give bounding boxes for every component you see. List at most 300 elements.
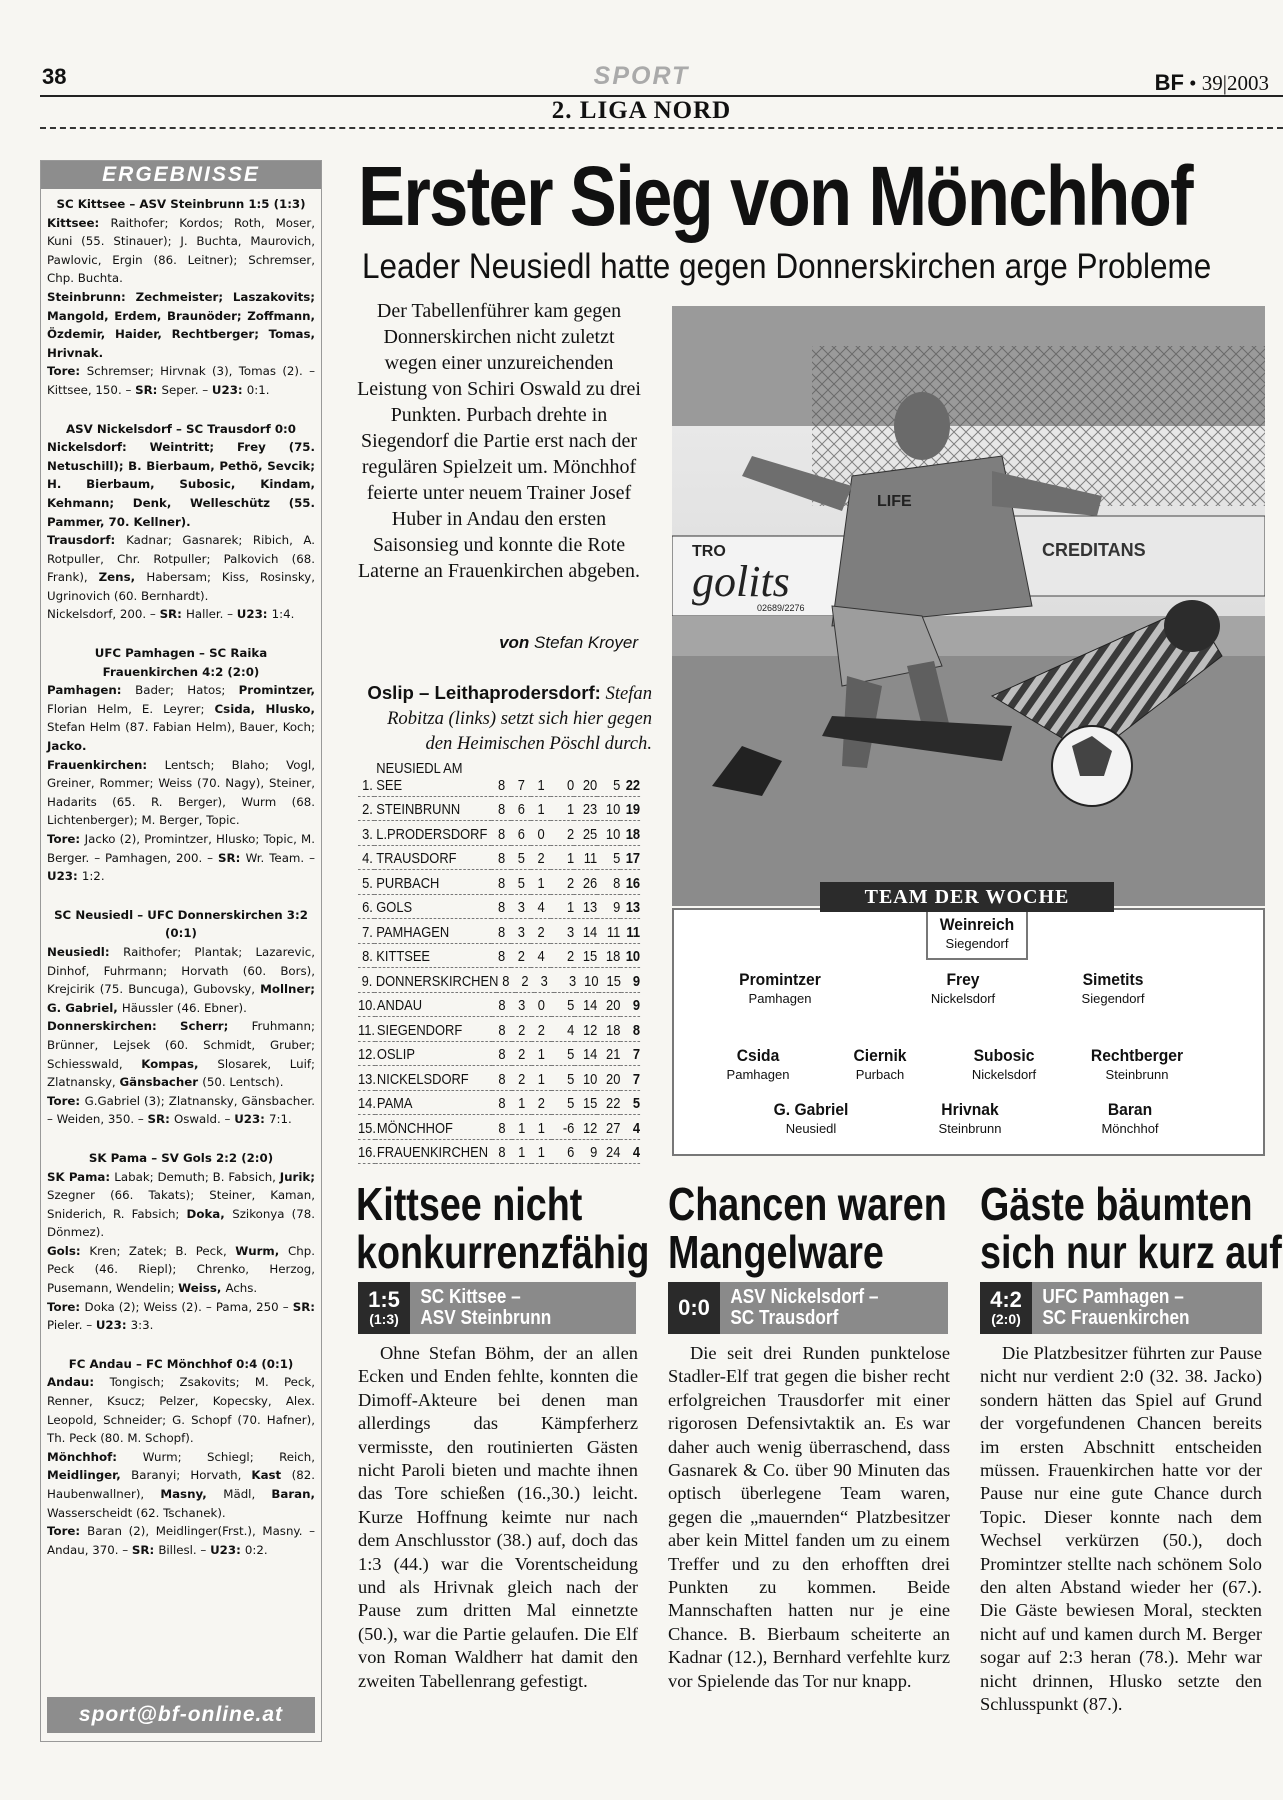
team-of-week-title: TEAM DER WOCHE — [820, 882, 1114, 912]
standings-w: 7 — [511, 777, 531, 797]
player-card — [1050, 1100, 1210, 1137]
result-text: U23: — [236, 607, 272, 622]
standings-team: L.PRODERSDORF — [375, 826, 492, 846]
standings-gf: 26 — [574, 875, 597, 895]
standings-g: 8 — [492, 1095, 512, 1115]
result-text: 3:3. — [130, 1318, 154, 1333]
caption-match: Oslip – Leithaprodersdorf: — [367, 682, 601, 703]
result-line — [47, 1017, 315, 1091]
result-text: Pamhagen: — [47, 683, 136, 698]
standings-rank: 13. — [358, 1071, 375, 1091]
away-team: ASV Steinbrunn — [420, 1307, 552, 1329]
result-text: Wurm, — [235, 1243, 289, 1258]
result-text: Jacko. — [47, 739, 87, 754]
away-team: SC Frauenkirchen — [1042, 1307, 1190, 1329]
player-name: Rechtberger — [1090, 1046, 1184, 1065]
result-text: G.Gabriel (3); Zlatnansky, Gänsbacher. – Weiden, 350. – — [47, 1093, 316, 1127]
result-text: Achs. — [225, 1281, 258, 1296]
standings-pts: 18 — [620, 826, 640, 846]
match-photo-illustration — [672, 306, 1265, 906]
home-team: SC Kittsee – — [420, 1286, 521, 1308]
standings-w: 2 — [511, 948, 531, 968]
result-text: 0:1. — [246, 382, 270, 397]
result-entry — [47, 195, 315, 400]
player-card — [897, 915, 1057, 952]
standings-gf: 14 — [574, 1046, 597, 1066]
story-headline-line: Gäste bäumten — [980, 1178, 1253, 1230]
player-club: Purbach — [855, 1067, 905, 1082]
results-list — [41, 189, 321, 1559]
result-text: Stefan Helm (87. Fabian Helm), Bauer, Koch; — [47, 720, 315, 735]
standings-team: FRAUENKIRCHEN — [375, 1144, 492, 1164]
standings-pts: 16 — [620, 875, 640, 895]
standings-rank: 2. — [358, 801, 375, 821]
score-bar — [980, 1282, 1262, 1334]
byline-prefix: von — [499, 633, 530, 652]
story-headline-line: Kittsee nicht — [356, 1178, 583, 1230]
result-text: Steinbrunn: Zechmeister; Laszakovits; Mangold, Erdem, Braunöder; Zoffmann, Özdemir, Haider, Rechtberger; Tomas, Hrivnak. — [47, 289, 315, 360]
result-text: Jacko (2), Promintzer, Hlusko; Topic, M. Berger. – Pamhagen, 200. – — [47, 832, 315, 865]
result-title: ASV Nickelsdorf – SC Trausdorf 0:0 — [66, 421, 296, 436]
standings-pts: 7 — [620, 1046, 640, 1066]
story-body — [668, 1342, 950, 1693]
result-text: Mönchhof: — [47, 1449, 143, 1464]
standings-team: PAMA — [375, 1095, 492, 1115]
result-line — [47, 1373, 315, 1447]
standings-l: 6 — [551, 1144, 574, 1164]
standings-l: 2 — [551, 875, 574, 895]
standings-pts: 22 — [620, 777, 640, 797]
standings-team: OSLIP — [375, 1046, 492, 1066]
result-title: FC Andau – FC Mönchhof 0:4 (0:1) — [68, 1356, 294, 1371]
standings-pts: 10 — [620, 948, 640, 968]
result-text: Häussler (46. Ebner). — [121, 1000, 247, 1015]
standings-g: 8 — [492, 1144, 512, 1164]
score-box — [668, 1282, 720, 1334]
standings-l: -6 — [551, 1120, 574, 1140]
standings-d: 4 — [531, 948, 551, 968]
result-text: Lentsch; Blaho; Vogl, Greiner, Rommer; Weiss (70. Nagy), Steiner, Hadarits (65. R. Berger), Wurm (68. Lichtenberger); M. Berger, Topic. — [47, 757, 316, 828]
standings-ga: 20 — [597, 997, 620, 1017]
result-text: SR: — [218, 850, 246, 865]
standings-d: 3 — [535, 973, 554, 993]
standings-team: NICKELSDORF — [375, 1071, 492, 1091]
result-text: SR: — [147, 1112, 174, 1127]
standings-g: 8 — [492, 850, 512, 870]
result-text: U23: — [95, 1318, 131, 1333]
story-headline-line: konkurrenzfähig — [356, 1226, 650, 1278]
player-club: Siegendorf — [1081, 991, 1145, 1006]
standings-g: 8 — [492, 997, 512, 1017]
byline-author: Stefan Kroyer — [534, 633, 638, 652]
result-entry — [47, 420, 315, 625]
result-line — [47, 362, 315, 399]
player-card — [700, 970, 860, 1007]
player-name: Csida — [736, 1046, 780, 1065]
sponsor-text: CREDITANS — [1042, 540, 1146, 560]
standings-d: 2 — [531, 850, 551, 870]
result-line — [47, 681, 315, 755]
standings-w: 1 — [512, 1120, 532, 1140]
result-text: Jurik; — [279, 1169, 315, 1184]
result-text: U23: — [234, 1112, 270, 1127]
standings-gf: 12 — [574, 1120, 597, 1140]
standings-row — [358, 919, 640, 944]
score-bar — [668, 1282, 948, 1334]
result-text: Kast — [251, 1468, 292, 1483]
result-text: Pieler. – — [47, 1318, 96, 1333]
result-text: Oswald. – — [173, 1112, 235, 1127]
result-text: Andau: — [47, 1375, 110, 1390]
result-text: Kittsee: — [47, 215, 111, 230]
result-line — [47, 438, 315, 531]
caption-text: Stefan Robitza (links) setzt sich hier gegen den Heimischen Pöschl durch. — [387, 683, 652, 754]
halftime-score: (1:3) — [369, 1311, 399, 1327]
standings-team: GOLS — [375, 899, 492, 919]
result-line — [47, 1242, 315, 1298]
standings-l: 1 — [551, 899, 574, 919]
result-text: SK Pama: — [47, 1169, 115, 1184]
standings-d: 1 — [531, 875, 551, 895]
standings-g: 8 — [496, 973, 515, 993]
banner-text: golits — [692, 557, 790, 606]
standings-rank: 11. — [358, 1022, 375, 1042]
result-entry — [47, 906, 315, 1129]
results-sidebar — [40, 160, 322, 1742]
result-text: Florian Helm, E. Leyrer; — [47, 701, 215, 716]
standings-row — [358, 759, 641, 797]
standings-ga: 9 — [597, 899, 620, 919]
standings-d: 0 — [532, 997, 552, 1017]
result-text: Promintzer, — [238, 683, 315, 698]
standings-ga: 22 — [597, 1095, 620, 1115]
result-text: Gänsbacher — [119, 1075, 203, 1090]
shirt-text: LIFE — [877, 493, 912, 510]
story-body — [980, 1342, 1262, 1717]
standings-l: 3 — [554, 973, 576, 993]
standings-g: 8 — [492, 899, 512, 919]
player-club: Pamhagen — [748, 991, 812, 1006]
standings-rank: 9. — [358, 973, 374, 993]
player-club: Pamhagen — [726, 1067, 790, 1082]
match-photo — [672, 306, 1265, 906]
result-text: SR: — [159, 607, 186, 622]
result-text: Haller. – — [185, 607, 237, 622]
result-text: Slosarek, Luif; Zlatnansky, — [47, 1056, 315, 1090]
standings-pts: 4 — [620, 1144, 640, 1164]
standings-pts: 9 — [620, 997, 640, 1017]
standings-pts: 11 — [620, 924, 640, 944]
standings-d: 1 — [532, 1046, 552, 1066]
standings-row — [358, 1091, 640, 1116]
result-entry — [47, 1149, 315, 1335]
result-text: Kadnar; Gasnarek; Ribich, A. Rotpuller, Chr. Rotpuller; Palkovich (68. Frank), — [47, 533, 315, 585]
standings-row — [358, 1066, 640, 1091]
story-headline — [356, 1180, 649, 1276]
result-text: Doka, — [186, 1206, 233, 1221]
standings-row — [358, 797, 640, 822]
standings-ga: 8 — [597, 875, 620, 895]
halftime-score: (2:0) — [991, 1311, 1021, 1327]
result-text: Bader; Hatos; — [135, 683, 239, 698]
result-text: Kren; Zatek; B. Peck, — [89, 1243, 236, 1258]
result-line — [47, 943, 315, 1017]
standings-gf: 9 — [574, 1144, 597, 1164]
standings-row — [358, 846, 640, 871]
standings-gf: 15 — [574, 948, 597, 968]
result-text: Nickelsdorf, 200. – — [47, 607, 160, 622]
standings-d: 1 — [531, 777, 551, 797]
standings-g: 8 — [492, 1022, 512, 1042]
standings-gf: 14 — [574, 997, 597, 1017]
issue-info — [1155, 70, 1269, 96]
standings-rank: 5. — [358, 875, 375, 895]
result-title: UFC Pamhagen – SC Raika Frauenkirchen 4:2 (2:0) — [94, 646, 268, 679]
result-text: Tongisch; Zsakovits; M. Peck, Renner, Ksucz; Pelzer, Kopecsky, Alex. Leopold, Schneider; G. Schopf (70. Hafner), Th. Peck (80. M. Schopf). — [47, 1375, 315, 1446]
player-name: Frey — [946, 970, 980, 989]
result-line — [47, 1522, 315, 1559]
story-headline-line: Mangelware — [668, 1226, 884, 1278]
result-text: Nickelsdorf: Weintritt; Frey (75. Netuschill); B. Bierbaum, Pethö, Sevcik; H. Bierbaum, Subosic, Kindam, Kehmann; Denk, Welleschütz (55. Pammer, 70. Kellner). — [47, 440, 315, 529]
standings-rank: 16. — [358, 1144, 375, 1164]
page-number: 38 — [42, 64, 67, 89]
standings-d: 2 — [532, 1022, 552, 1042]
player-club: Nickelsdorf — [930, 991, 996, 1006]
result-text: Tore: — [47, 1524, 88, 1539]
standings-gf: 10 — [574, 1071, 597, 1091]
standings-w: 6 — [511, 801, 531, 821]
result-text: Masny, — [160, 1487, 224, 1501]
standings-gf: 14 — [574, 924, 597, 944]
standings-l: 1 — [551, 850, 574, 870]
final-score: 1:5 — [368, 1287, 400, 1312]
result-line — [47, 288, 315, 362]
standings-ga: 10 — [597, 826, 620, 846]
score-teams — [1032, 1282, 1190, 1334]
result-text: Weiss, — [178, 1281, 226, 1296]
result-text: Csida, Hlusko, — [214, 701, 315, 716]
standings-rank: 7. — [358, 924, 375, 944]
lead-paragraph: Der Tabellenführer kam gegen Donnerskirchen nicht zuletzt wegen einer unzureichenden Leistung von Schiri Oswald zu drei Punkten. Purbach drehte in Siegendorf die Partie erst nach der regulären Spielzeit um. Mönchhof feierte unter neuem Trainer Josef Huber in Andau den ersten Saisonsieg und konnte die Rote Laterne an Frauenkirchen abgeben. — [357, 300, 641, 582]
standings-gf: 25 — [574, 826, 597, 846]
player-name: Subosic — [973, 1046, 1035, 1065]
standings-d: 1 — [531, 801, 551, 821]
standings-d: 1 — [532, 1120, 552, 1140]
standings-l: 1 — [551, 801, 574, 821]
result-text: Schremser; Hirvnak (3), Tomas (2). – Kittsee, 150. – — [47, 364, 315, 397]
standings-rank: 6. — [358, 899, 375, 919]
standings-row — [358, 1140, 640, 1165]
standings-g: 8 — [492, 924, 512, 944]
player-card — [731, 1100, 891, 1137]
result-text: 1:4. — [271, 607, 295, 622]
standings-team: TRAUSDORF — [375, 850, 492, 870]
standings-ga: 5 — [597, 850, 620, 870]
standings-l: 4 — [551, 1022, 574, 1042]
result-line — [47, 1298, 315, 1335]
result-text: Trausdorf: — [47, 533, 127, 548]
result-text: Gols: — [47, 1243, 90, 1258]
player-name: Weinreich — [939, 915, 1015, 934]
standings-g: 8 — [492, 948, 512, 968]
standings-ga: 15 — [599, 973, 621, 993]
standings-d: 4 — [531, 899, 551, 919]
player-club: Siegendorf — [945, 936, 1009, 951]
result-line — [47, 1168, 315, 1242]
standings-row — [358, 968, 640, 993]
player-club: Neusiedl — [785, 1121, 837, 1136]
player-name: Simetits — [1082, 970, 1144, 989]
result-line — [47, 1448, 315, 1522]
standings-team: PURBACH — [375, 875, 492, 895]
result-text: Baran, — [271, 1487, 316, 1501]
result-text: SR: — [292, 1299, 316, 1314]
standings-rank: 1. — [358, 777, 375, 797]
result-text: Seper. – — [161, 382, 212, 397]
standings-pts: 19 — [620, 801, 640, 821]
standings-table — [358, 759, 641, 1164]
standings-ga: 10 — [597, 801, 620, 821]
standings-w: 1 — [512, 1095, 532, 1115]
standings-g: 8 — [492, 1120, 512, 1140]
standings-d: 2 — [531, 924, 551, 944]
result-text: 1:2. — [81, 869, 105, 884]
result-line — [47, 605, 315, 624]
standings-l: 3 — [551, 924, 574, 944]
result-text: Donnerskirchen: Scherr; — [47, 1019, 252, 1034]
standings-row — [358, 821, 640, 846]
story-headline-line: Chancen waren — [668, 1178, 947, 1230]
standings-rank: 10. — [358, 997, 375, 1017]
player-card — [890, 1100, 1050, 1137]
standings-l: 5 — [551, 1046, 574, 1066]
player-card — [883, 970, 1043, 1007]
player-club: Nickelsdorf — [971, 1067, 1037, 1082]
banner-small: TRO — [692, 543, 726, 560]
standings-ga: 5 — [597, 777, 620, 797]
standings-d: 0 — [531, 826, 551, 846]
player-name: Promintzer — [739, 970, 821, 989]
photo-caption — [362, 680, 652, 756]
result-text: SR: — [131, 1542, 159, 1557]
result-line — [47, 1092, 315, 1129]
result-text: Baran (2), Meidlinger(Frst.), Masny. – Andau, 370. – — [47, 1524, 315, 1557]
story-paragraph: Die seit drei Runden punktelose Stadler-Elf trat gegen die bisher recht erfolgreichen Trausdorfer mit einer rigorosen Defensivtaktik an. Es war daher auch wenig überraschend, dass Gasnarek & Co. über 90 Minuten das optisch überlegene Team waren, gegen die „mauernden“ Platzbesitzer aber kein Mittel fanden um zu einem Treffer und zu den erhofften drei Punkten zu kommen. Beide Mannschaften hatten nur je eine Chance. B. Bierbaum scheiterte an Kadnar (12.), Bernhard verfehlte kurz vor Spielende das Tor nur knapp. — [668, 1343, 950, 1691]
standings-team: SIEGENDORF — [375, 1022, 492, 1042]
score-teams — [410, 1282, 551, 1334]
issue-number: 39|2003 — [1201, 71, 1269, 95]
standings-rank: 15. — [358, 1120, 375, 1140]
standings-w: 5 — [511, 850, 531, 870]
standings-rank: 12. — [358, 1046, 375, 1066]
story-headline-line: sich nur kurz auf — [980, 1226, 1282, 1278]
standings-w: 2 — [512, 1022, 532, 1042]
result-text: Mollner; G. Gabriel, — [47, 982, 315, 1015]
result-text: Chp. Peck (46. Riepl); Chrenko, Herzog, Pusemann, Wendelin; — [47, 1243, 315, 1296]
standings-w: 3 — [511, 924, 531, 944]
player-name: Baran — [1107, 1100, 1153, 1119]
standings-ga: 27 — [597, 1120, 620, 1140]
result-line — [47, 531, 315, 605]
result-line — [47, 830, 315, 886]
player-club: Mönchhof — [1101, 1121, 1159, 1136]
player-club: Steinbrunn — [938, 1121, 1002, 1136]
result-text: Tore: — [47, 832, 85, 846]
byline — [360, 633, 638, 653]
result-text: 7:1. — [269, 1112, 292, 1127]
story-paragraph: Die Platzbesitzer führten zur Pause nicht nur verdient 2:0 (32. 38. Jacko) sondern hätten das Spiel auf Grund der vorgefundenen Chancen bereits im ersten Abschnitt entscheiden müssen. Frauenkirchen hatte vor der Pause nur eine gute Chance durch Topic. Dieser konnte nach dem Wechsel verkürzen (50.), doch Promintzer stellte nach schönem Solo den alten Abstand wieder her (67.). Die Gäste bewiesen Moral, steckten nicht auf und kamen durch M. Berger sogar auf 2:3 heran (78.). Mehr war nicht drinnen, Hlusko setzte den Schlusspunkt (87.). — [980, 1343, 1262, 1715]
standings-pts: 5 — [620, 1095, 640, 1115]
result-line — [47, 214, 315, 288]
result-text: Neusiedl: — [47, 944, 124, 959]
score-box — [358, 1282, 410, 1334]
result-title: SC Neusiedl – UFC Donnerskirchen 3:2 (0:1) — [54, 907, 308, 941]
standings-team: MÖNCHHOF — [375, 1120, 492, 1140]
standings-pts: 7 — [620, 1071, 640, 1091]
standings-pts: 8 — [620, 1022, 640, 1042]
result-text: Szegner (66. Takats); Steiner, Kaman, Sniderich, R. Fabsich; — [47, 1188, 315, 1221]
result-text: Kompas, — [141, 1056, 218, 1071]
standings-w: 2 — [515, 973, 534, 993]
result-text: Wasserscheidt (62. Tschanek). — [47, 1505, 226, 1520]
standings-rank: 4. — [358, 850, 375, 870]
headline: Erster Sieg von Mönchhof — [358, 149, 1192, 243]
standings-row — [358, 870, 640, 895]
contact-email[interactable]: sport@bf-online.at — [47, 1697, 315, 1733]
result-text: Wurm; Schiegl; Reich, — [142, 1449, 315, 1464]
standings-team: NEUSIEDL AM SEE — [375, 760, 492, 797]
standings-d: 1 — [532, 1144, 552, 1164]
story-headline — [668, 1180, 947, 1276]
result-entry — [47, 644, 315, 886]
score-teams — [720, 1282, 878, 1334]
standings-gf: 13 — [574, 899, 597, 919]
banner-phone: 02689/2276 — [757, 603, 805, 613]
result-text: Tore: — [47, 1093, 85, 1108]
standings-rank: 3. — [358, 826, 375, 846]
standings-team: KITTSEE — [375, 948, 492, 968]
result-text: Szikonya (78. Dönmez). — [47, 1206, 316, 1240]
standings-rank: 8. — [358, 948, 375, 968]
result-text: Raithofer; Plantak; Lazarevic, Dinhof, Fuhrmann; Horvath (60. Bors), Krejcirik (75. Buncuga), Gubovsky, — [47, 944, 316, 997]
result-text: (50. Lentsch). — [202, 1075, 284, 1090]
home-team: ASV Nickelsdorf – — [730, 1286, 879, 1308]
result-text: Wr. Team. – — [245, 850, 316, 865]
result-text: Labak; Demuth; B. Fabsich, — [114, 1169, 280, 1184]
subheadline: Leader Neusiedl hatte gegen Donnerskirchen arge Probleme — [362, 247, 1212, 286]
standings-gf: 23 — [574, 801, 597, 821]
result-text: 0:2. — [244, 1542, 268, 1557]
result-text: Frauenkirchen: — [47, 757, 165, 772]
standings-pts: 4 — [620, 1120, 640, 1140]
standings-l: 5 — [551, 997, 574, 1017]
result-entry — [47, 1355, 315, 1560]
standings-l: 5 — [551, 1095, 574, 1115]
result-text: Baranyi; Horvath, — [131, 1468, 252, 1483]
standings-w: 2 — [512, 1046, 532, 1066]
story-headline — [980, 1180, 1282, 1276]
player-name: Ciernik — [853, 1046, 907, 1065]
result-text: SR: — [135, 382, 162, 397]
standings-ga: 24 — [597, 1144, 620, 1164]
results-title: ERGEBNISSE — [41, 161, 321, 189]
standings-d: 1 — [532, 1071, 552, 1091]
result-text: Habersam; Kiss, Rosinsky, Ugrinovich (60. Bernhardt). — [47, 570, 315, 603]
standings-gf: 15 — [574, 1095, 597, 1115]
issue-brand: BF — [1154, 70, 1184, 95]
standings-l: 5 — [551, 1071, 574, 1091]
standings-w: 6 — [511, 826, 531, 846]
